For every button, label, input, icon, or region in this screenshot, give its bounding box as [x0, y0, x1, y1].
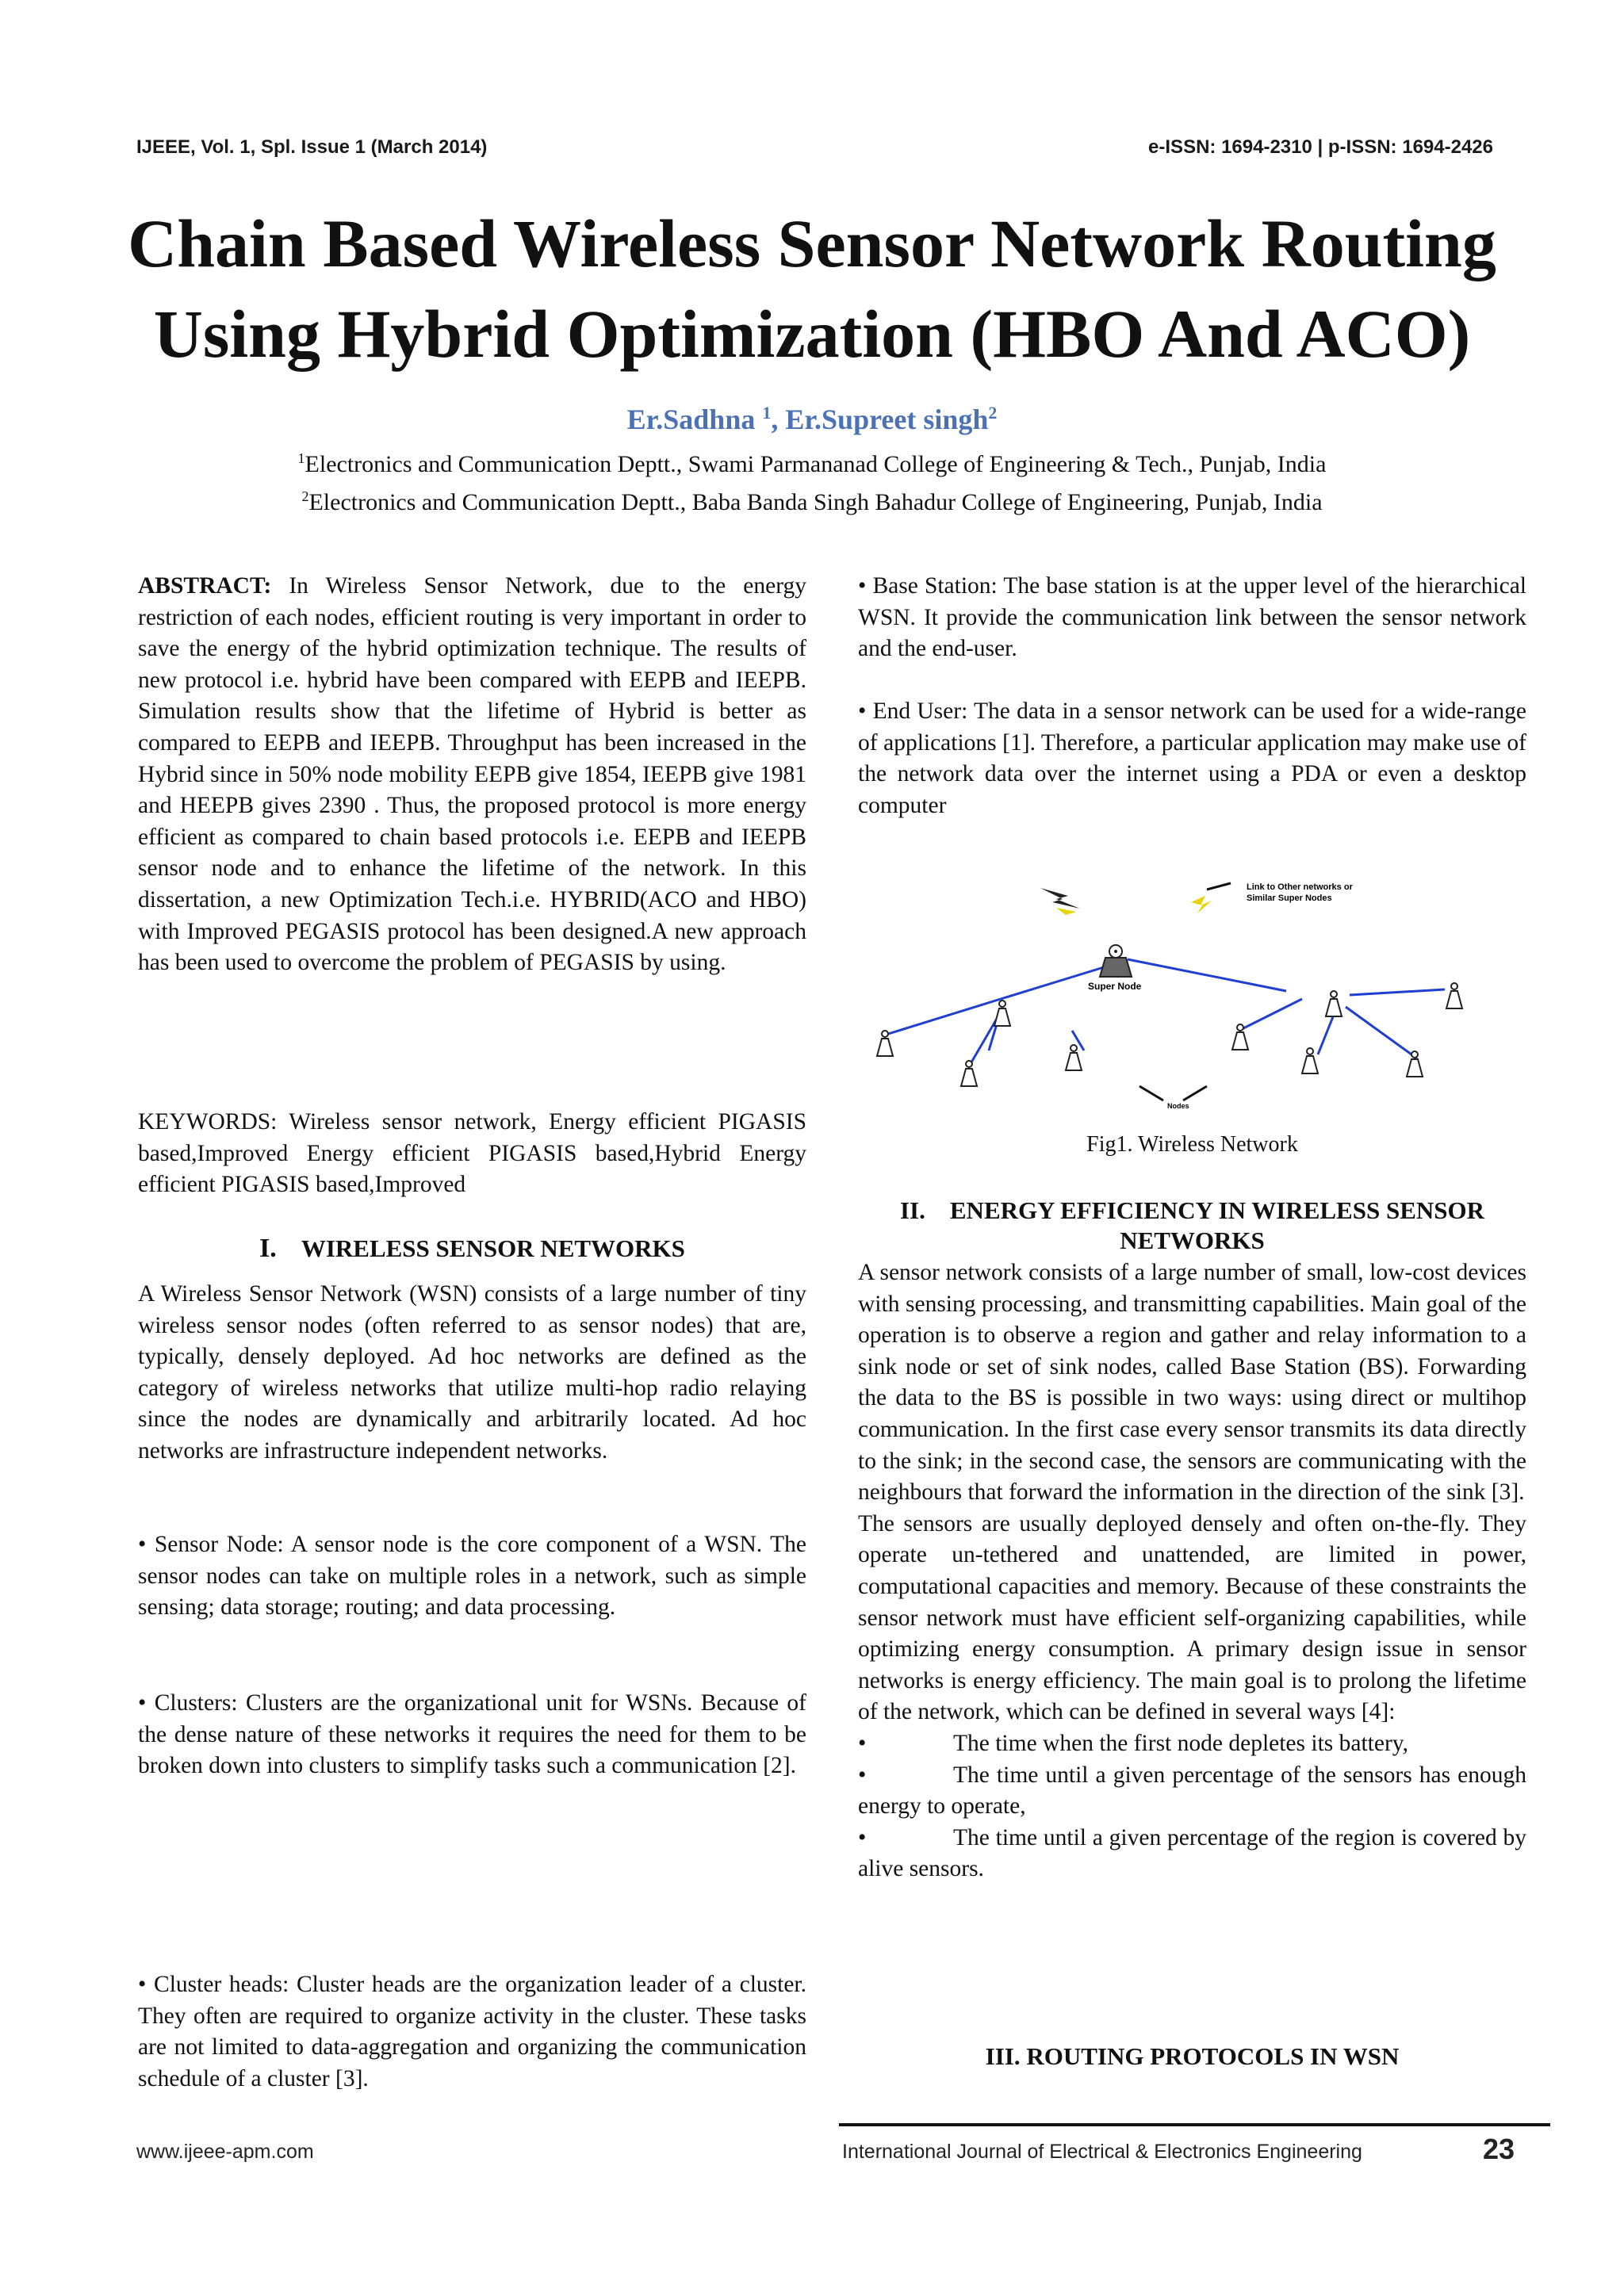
label-link-1: Link to Other networks or [1247, 882, 1353, 892]
title-line-2: Using Hybrid Optimization (HBO And ACO) [153, 296, 1471, 372]
bullet-text: The time until a given percentage of the sensors has enough energy to operate, [858, 1762, 1526, 1820]
section-3-heading: III. ROUTING PROTOCOLS IN WSN [985, 2042, 1400, 2070]
section-2-title-line-2: NETWORKS [1120, 1226, 1265, 1254]
clusters-text: • Clusters: Clusters are the organizational unit for WSNs. Because of the dense nature of these networks it requires the need for them to be broken down into clusters to simplify tasks such a communication [2]. [138, 1690, 806, 1779]
author-2-sup: 2 [988, 403, 998, 423]
bullet-item [858, 1823, 1526, 1885]
sensor-node-icon [961, 1061, 977, 1086]
lightning-icon [1040, 888, 1080, 909]
affiliation-2 [0, 480, 1624, 519]
page-number: 23 [1483, 2133, 1515, 2165]
label-super-node: Super Node [1088, 981, 1142, 992]
section-2-paragraph-1: A sensor network consists of a large number of small, low-cost devices with sensing processing, and transmitting capabilities. Main goal of the operation is to observe a region and gather and relay information to a sink node or set of sink nodes, called Base Station (BS). Forwarding the data to the BS is possible in two ways: using direct or multihop communication. In the first case every sensor transmits its data directly to the sink; in the second case, the sensors are communicating with the neighbours that forward the information in the direction of the sink [3]. [858, 1260, 1526, 1506]
affiliation-1 [0, 442, 1624, 480]
bullet-item [858, 1728, 1526, 1760]
label-link-2: Similar Super Nodes [1247, 894, 1332, 903]
author-1-sup: 1 [762, 403, 772, 423]
affiliation-1-text: Electronics and Communication Deptt., Swami Parmananad College of Engineering & Tech., Punjab, India [304, 451, 1327, 477]
affiliation-1-sup: 1 [297, 450, 305, 466]
wireless-network-figure [858, 872, 1526, 1138]
section-2-title-line-1: ENERGY EFFICIENCY IN WIRELESS SENSOR [949, 1196, 1485, 1224]
base-station-text: • Base Station: The base station is at the upper level of the hierarchical WSN. It provide the communication link between the sensor network and the end-user. [858, 573, 1526, 662]
cluster-heads-paragraph [138, 1969, 806, 2095]
super-node-icon [1100, 945, 1132, 977]
network-links [886, 959, 1445, 1066]
lightning-icon-yellow [1056, 908, 1076, 915]
sensor-node-paragraph [138, 1529, 806, 1624]
section-2-body [858, 1257, 1526, 1885]
sensor-node-icon [1326, 991, 1342, 1016]
title-line-1: Chain Based Wireless Sensor Network Routing [128, 205, 1496, 281]
sensor-node-icon [1446, 983, 1462, 1008]
bullet-mark: • [858, 1824, 867, 1850]
keywords-text: KEYWORDS: Wireless sensor network, Energy efficient PIGASIS based,Improved Energy efficient PIGASIS based,Hybrid Energy efficient PIGASIS based,Improved [138, 1109, 806, 1198]
end-user-paragraph [858, 696, 1526, 821]
section-2-paragraph-2: The sensors are usually deployed densely and often on-the-fly. They operate un-tethered and unattended, are limited in power, computational capacities and memory. Because of these constraints the sensor network must have efficient self-organizing capabilities, while optimizing energy consumption. A primary design issue in sensor networks is energy efficiency. The main goal is to prolong the lifetime of the network, which can be defined in several ways [4]: [858, 1510, 1526, 1725]
section-2-number: II. [899, 1196, 925, 1224]
affiliation-2-sup: 2 [301, 488, 309, 504]
end-user-text: • End User: The data in a sensor network can be used for a wide-range of applications [1]. Therefore, a particular application may make use of the network data over the internet using a PDA or even a desktop computer [858, 698, 1526, 818]
footer-website[interactable]: www.ijeee-apm.com [136, 2141, 314, 2163]
base-station-paragraph [858, 571, 1526, 665]
cluster-heads-text: • Cluster heads: Cluster heads are the organization leader of a cluster. They often are required to organize activity in the cluster. These tasks are not limited to data-aggregation and organizing the communication schedule of a cluster [3]. [138, 1972, 806, 2091]
label-nodes: Nodes [1167, 1102, 1189, 1110]
affiliations [0, 442, 1624, 519]
keywords [138, 1107, 806, 1201]
section-1-heading [138, 1234, 806, 1264]
sensor-node-icon [877, 1031, 893, 1056]
authors [0, 403, 1624, 436]
bullet-item [858, 1760, 1526, 1823]
figure-caption: Fig1. Wireless Network [1086, 1132, 1298, 1157]
abstract-label: ABSTRACT: [138, 573, 272, 599]
issn-header: e-ISSN: 1694-2310 | p-ISSN: 1694-2426 [1148, 136, 1493, 158]
sensor-node-icon [1407, 1051, 1423, 1077]
clusters-paragraph [138, 1688, 806, 1782]
bullet-mark: • [858, 1730, 867, 1756]
sensor-node-icon [1066, 1045, 1082, 1070]
author-2: Er.Supreet singh [785, 404, 989, 435]
section-2-heading [858, 1196, 1526, 1256]
footer-divider [839, 2123, 1550, 2126]
section-1-number: I. [259, 1234, 277, 1263]
lightning-icon-2 [1191, 896, 1212, 913]
section-1-intro [138, 1279, 806, 1468]
author-1: Er.Sadhna [626, 404, 763, 435]
journal-header: IJEEE, Vol. 1, Spl. Issue 1 (March 2014) [136, 136, 488, 158]
sensor-node-icon [1302, 1048, 1318, 1073]
paper-title [0, 198, 1624, 379]
abstract-text: In Wireless Sensor Network, due to the energy restriction of each nodes, efficient routing is very important in order to save the energy of the hybrid optimization technique. The results of new protocol i.e. hybrid have been compared with EEPB and IEEPB. Simulation results show that the lifetime of Hybrid is better as compared to EEPB and IEEPB. Throughput has been increased in the Hybrid since in 50% node mobility EEPB give 1854, IEEPB give 1981 and HEEPB gives 2390 . Thus, the proposed protocol is more energy efficient as compared to chain based protocols i.e. EEPB and IEEPB sensor node and to enhance the lifetime of the network. In this dissertation, a new Optimization Tech.i.e. HYBRID(ACO and HBO) with Improved PEGASIS protocol has been designed.A new approach has been used to overcome the problem of PEGASIS by using. [138, 573, 807, 976]
sensor-node-text: • Sensor Node: A sensor node is the core component of a WSN. The sensor nodes can take on multiple roles in a network, such as simple sensing; data storage; routing; and data processing. [138, 1532, 806, 1621]
bullet-text: The time until a given percentage of the region is covered by alive sensors. [858, 1824, 1526, 1882]
sensor-nodes [877, 983, 1462, 1086]
section-1-intro-text: A Wireless Sensor Network (WSN) consists of a large number of tiny wireless sensor nodes (often referred to as sensor nodes) that are, typically, densely deployed. Ad hoc networks are defined as the category of wireless networks that utilize multi-hop radio relaying since the nodes are dynamically and arbitrarily located. Ad hoc networks are infrastructure independent networks. [138, 1281, 806, 1464]
affiliation-2-text: Electronics and Communication Deptt., Baba Banda Singh Bahadur College of Engineering, Punjab, India [308, 489, 1323, 515]
sensor-node-icon [994, 1001, 1010, 1026]
abstract [138, 571, 806, 979]
footer-journal: International Journal of Electrical & Electronics Engineering [842, 2141, 1362, 2163]
bullet-mark: • [858, 1762, 867, 1788]
bullet-text: The time when the first node depletes its battery, [953, 1730, 1408, 1756]
author-sep: , [771, 404, 786, 435]
section-1-title: WIRELESS SENSOR NETWORKS [301, 1234, 685, 1262]
nodes-arrows [1139, 1086, 1207, 1100]
